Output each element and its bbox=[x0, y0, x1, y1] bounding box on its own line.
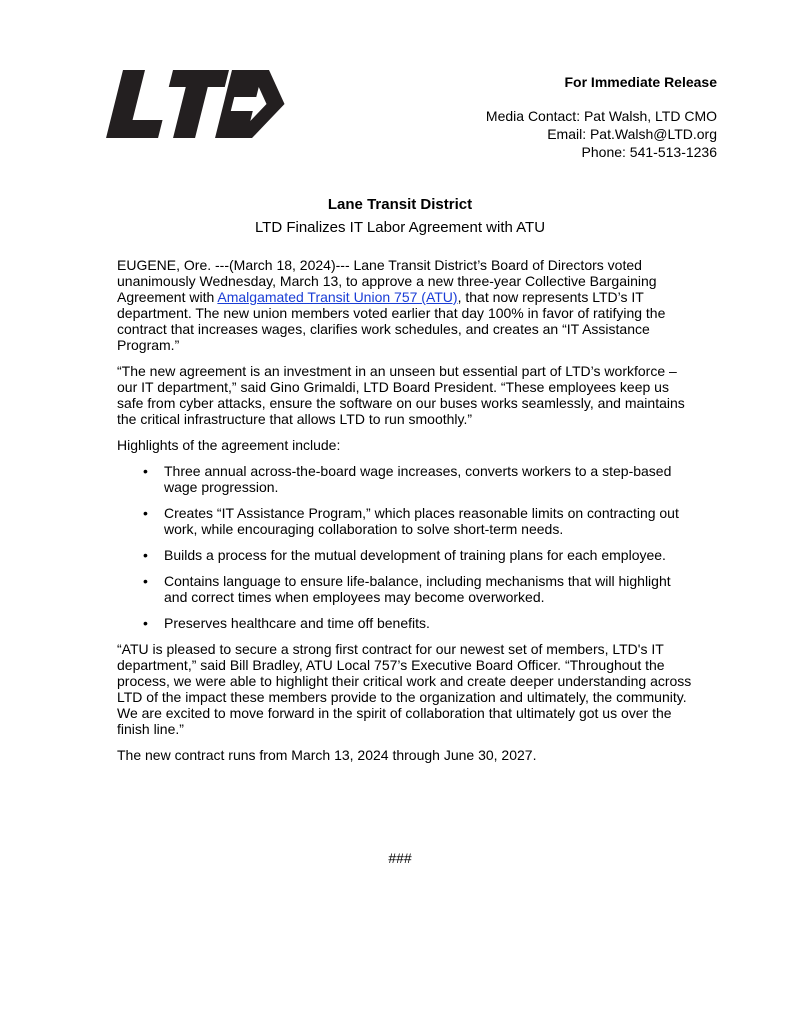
ltd-logo-graphic bbox=[106, 70, 286, 138]
media-contact: Media Contact: Pat Walsh, LTD CMO bbox=[485, 108, 717, 124]
article-body bbox=[117, 257, 697, 773]
atu-link[interactable]: Amalgamated Transit Union 757 (ATU) bbox=[217, 289, 458, 305]
release-label: For Immediate Release bbox=[564, 74, 717, 90]
contact-phone: Phone: 541-513-1236 bbox=[581, 144, 717, 160]
paragraph-1-text-b: , that now represents LTD’s IT department. The new union members voted earlier that day 100% in favor of ratifying the contract that increases wages, clarifies work schedules, and creates an “IT Assistance Program.” bbox=[117, 289, 666, 353]
ltd-logo bbox=[106, 70, 286, 138]
contact-email: Email: Pat.Walsh@LTD.org bbox=[547, 126, 717, 142]
end-mark: ### bbox=[388, 850, 412, 866]
highlights-list bbox=[117, 463, 697, 631]
list-item: • Three annual across-the-board wage increases, converts workers to a step-based wage progression. bbox=[164, 463, 697, 495]
paragraph-3: “ATU is pleased to secure a strong first contract for our newest set of members, LTD's IT department,” said Bill Bradley, ATU Local 757’s Executive Board Officer. “Throughout the process, we were able to highlight their critical work and create deeper understanding across LTD of the impact these members provide to the organization and ultimately, the community. We are excited to move forward in the spirit of collaboration that ultimately got us over the finish line.” bbox=[117, 641, 692, 737]
paragraph-1-text-a: EUGENE, Ore. ---(March 18, 2024)--- Lane Transit District’s Board of Directors voted unanimously Wednesday, March 13, to approve a new three-year Collective Bargaining Agreement with bbox=[117, 257, 657, 305]
paragraph-2: “The new agreement is an investment in an unseen but essential part of LTD’s workforce – our IT department,” said Gino Grimaldi, LTD Board President. “These employees keep us safe from cyber attacks, ensure the software on our buses works seamlessly, and maintains the critical infrastructure that allows LTD to run smoothly.” bbox=[117, 363, 685, 427]
list-item: • Builds a process for the mutual development of training plans for each employee. bbox=[164, 547, 697, 563]
page-title: Lane Transit District bbox=[327, 196, 473, 213]
highlights-intro: Highlights of the agreement include: bbox=[117, 437, 341, 453]
contact-block bbox=[486, 73, 717, 161]
list-item: • Contains language to ensure life-balance, including mechanisms that will highlight and correct times when employees may become overworked. bbox=[164, 573, 697, 605]
paragraph-1 bbox=[117, 257, 697, 353]
list-item: • Creates “IT Assistance Program,” which places reasonable limits on contracting out work, while encouraging collaboration to solve short-term needs. bbox=[164, 505, 697, 537]
paragraph-4: The new contract runs from March 13, 2024 through June 30, 2027. bbox=[117, 747, 537, 763]
page-subtitle: LTD Finalizes IT Labor Agreement with ATU bbox=[254, 219, 546, 236]
list-item: • Preserves healthcare and time off benefits. bbox=[164, 615, 697, 631]
